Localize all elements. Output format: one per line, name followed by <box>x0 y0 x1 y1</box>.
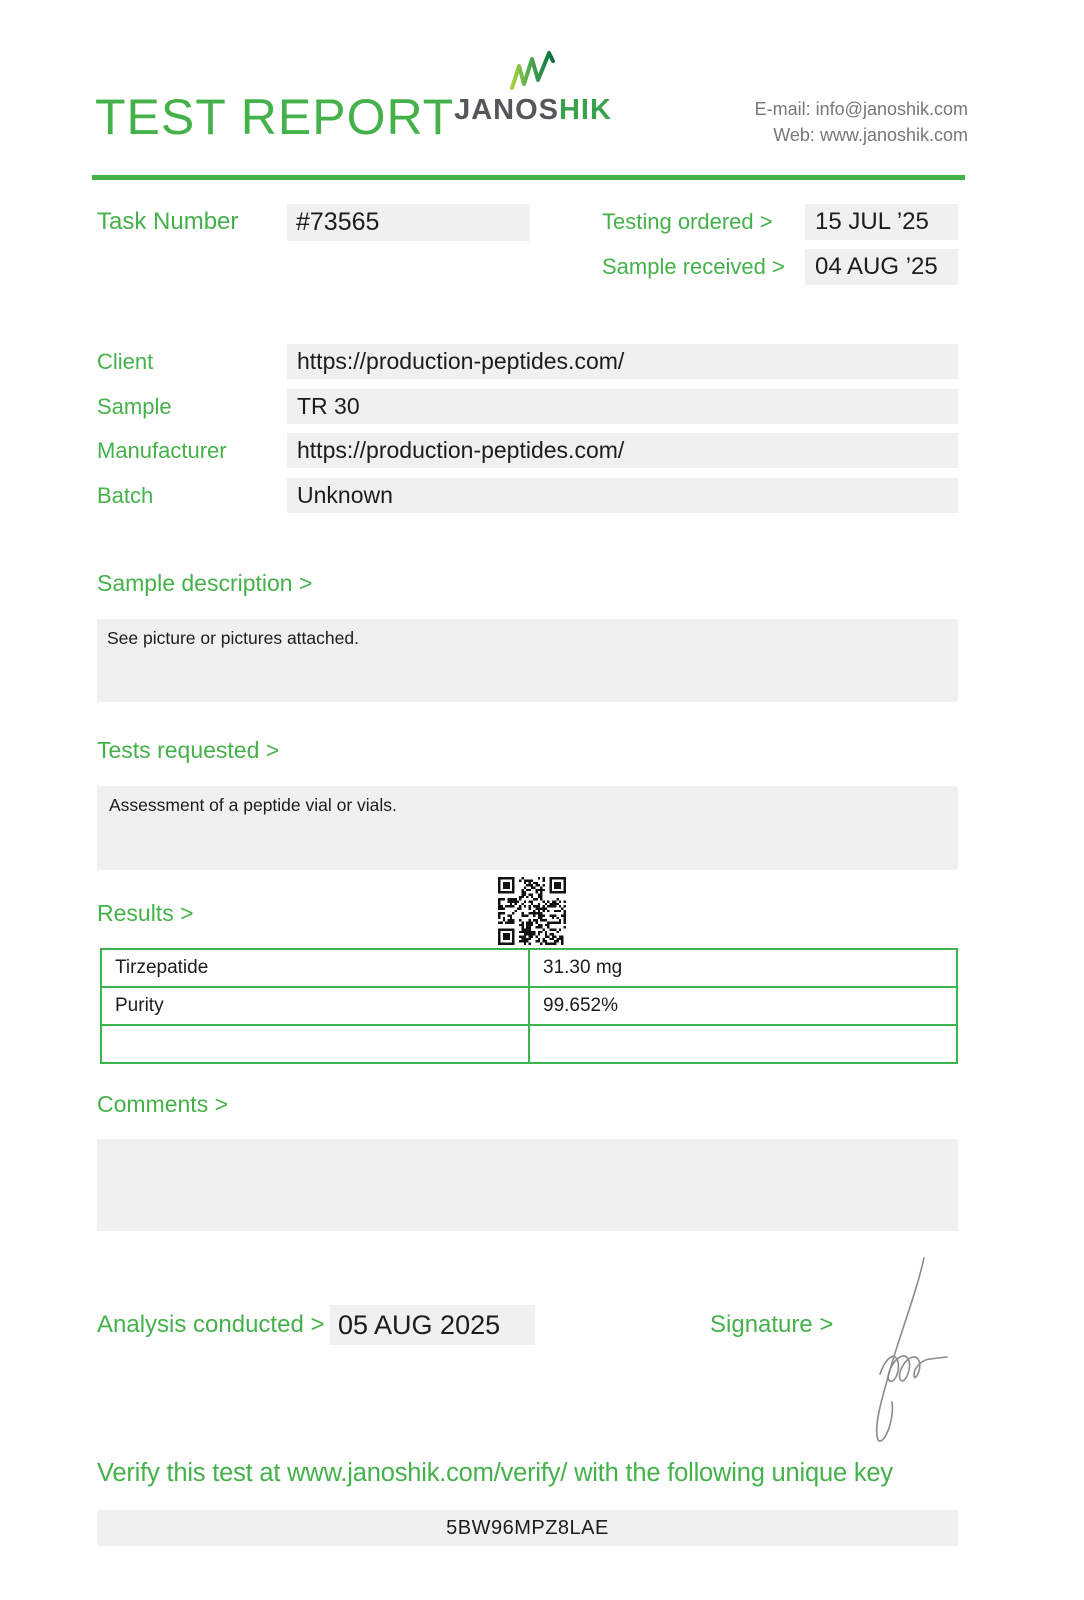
qr-code <box>497 876 567 946</box>
logo-word-green: HIK <box>558 94 612 126</box>
client-label: Client <box>97 349 154 374</box>
results-table <box>100 948 958 1064</box>
client-value: https://production-peptides.com/ <box>287 344 958 379</box>
logo-word-dark: JANOS <box>454 94 559 126</box>
signature-scribble <box>852 1252 962 1462</box>
manufacturer-label: Manufacturer <box>97 438 227 463</box>
tests-requested-box: Assessment of a peptide vial or vials. <box>97 786 958 870</box>
janoshik-logo <box>448 50 618 127</box>
logo-wordmark <box>448 94 618 127</box>
result-name-cell: Purity <box>101 987 529 1025</box>
contact-block <box>640 96 968 148</box>
testing-ordered-value: 15 JUL ’25 <box>805 204 958 240</box>
result-name-cell: Tirzepatide <box>101 949 529 987</box>
sample-description-heading: Sample description > <box>97 570 313 596</box>
result-value-cell: 31.30 mg <box>529 949 957 987</box>
table-row <box>101 949 957 987</box>
task-number-label: Task Number <box>97 208 239 235</box>
table-row <box>101 987 957 1025</box>
result-value-cell <box>529 1025 957 1063</box>
sample-label: Sample <box>97 394 172 419</box>
testing-ordered-label: Testing ordered > <box>602 209 773 234</box>
contact-email: E-mail: info@janoshik.com <box>754 99 968 119</box>
signature-label: Signature > <box>710 1311 834 1338</box>
sample-value: TR 30 <box>287 389 958 424</box>
batch-value: Unknown <box>287 478 958 513</box>
page-title: TEST REPORT <box>95 89 455 145</box>
unique-key-value: 5BW96MPZ8LAE <box>97 1510 958 1546</box>
results-heading: Results > <box>97 900 194 926</box>
comments-heading: Comments > <box>97 1091 229 1117</box>
analysis-conducted-label: Analysis conducted > <box>97 1311 325 1338</box>
batch-label: Batch <box>97 483 154 508</box>
result-value-cell: 99.652% <box>529 987 957 1025</box>
tests-requested-heading: Tests requested > <box>97 737 280 763</box>
contact-web: Web: www.janoshik.com <box>773 125 968 145</box>
header-divider <box>92 175 965 180</box>
sample-description-box: See picture or pictures attached. <box>97 619 958 702</box>
comments-box <box>97 1139 958 1231</box>
manufacturer-value: https://production-peptides.com/ <box>287 433 958 468</box>
task-number-value: #73565 <box>287 204 530 241</box>
table-row <box>101 1025 957 1063</box>
analysis-conducted-value: 05 AUG 2025 <box>330 1305 535 1345</box>
growth-chart-icon <box>448 50 618 92</box>
sample-received-label: Sample received > <box>602 254 785 279</box>
verify-instruction: Verify this test at www.janoshik.com/verify/ with the following unique key <box>97 1459 893 1487</box>
result-name-cell <box>101 1025 529 1063</box>
sample-received-value: 04 AUG ’25 <box>805 249 958 285</box>
